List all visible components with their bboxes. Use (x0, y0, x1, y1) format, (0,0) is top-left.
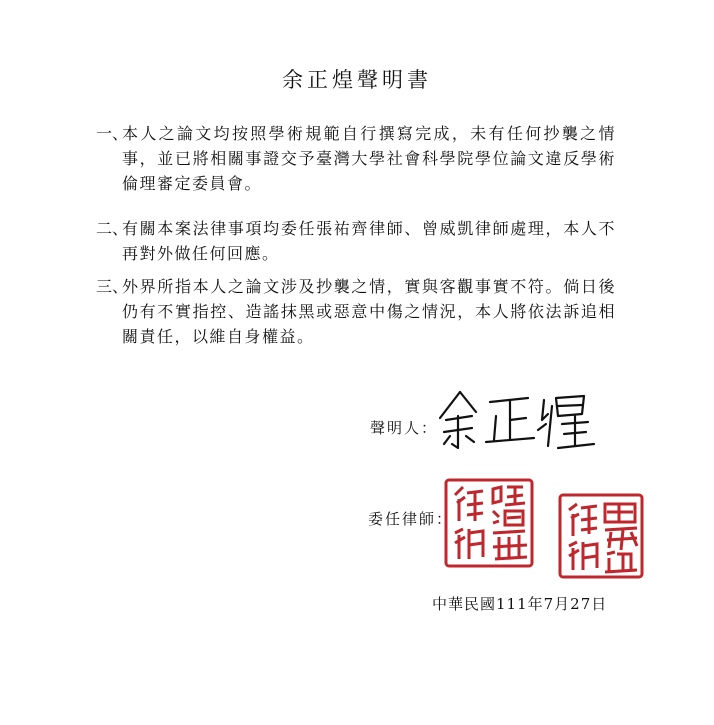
clause-number: 三、 (96, 277, 129, 296)
clause-1 (96, 121, 616, 196)
document-title: 余正煌聲明書 (282, 68, 432, 92)
clause-text: 本人之論文均按照學術規範自行撰寫完成，未有任何抄襲之情事，並已將相關事證交予臺灣大學社會科學院學位論文違反學術倫理審定委員會。 (122, 124, 616, 193)
clause-3 (96, 274, 616, 349)
clause-number: 一、 (96, 124, 129, 143)
attorney-seal-2 (557, 492, 645, 580)
clause-2 (96, 216, 616, 266)
clause-text: 有關本案法律事項均委任張祐齊律師、曾威凱律師處理，本人不再對外做任何回應。 (122, 219, 616, 263)
declarant-label: 聲明人： (370, 419, 439, 437)
attorney-label: 委任律師： (368, 510, 454, 528)
handwritten-signature (430, 380, 600, 460)
document-date: 中華民國111年7月27日 (432, 595, 608, 613)
clause-number: 二、 (96, 219, 129, 238)
clause-text: 外界所指本人之論文涉及抄襲之情，實與客觀事實不符。倘日後仍有不實指控、造謠抹黑或惡意中傷之情況，本人將依法訴追相關責任，以維自身權益。 (122, 277, 616, 346)
attorney-seal-1 (443, 477, 535, 569)
